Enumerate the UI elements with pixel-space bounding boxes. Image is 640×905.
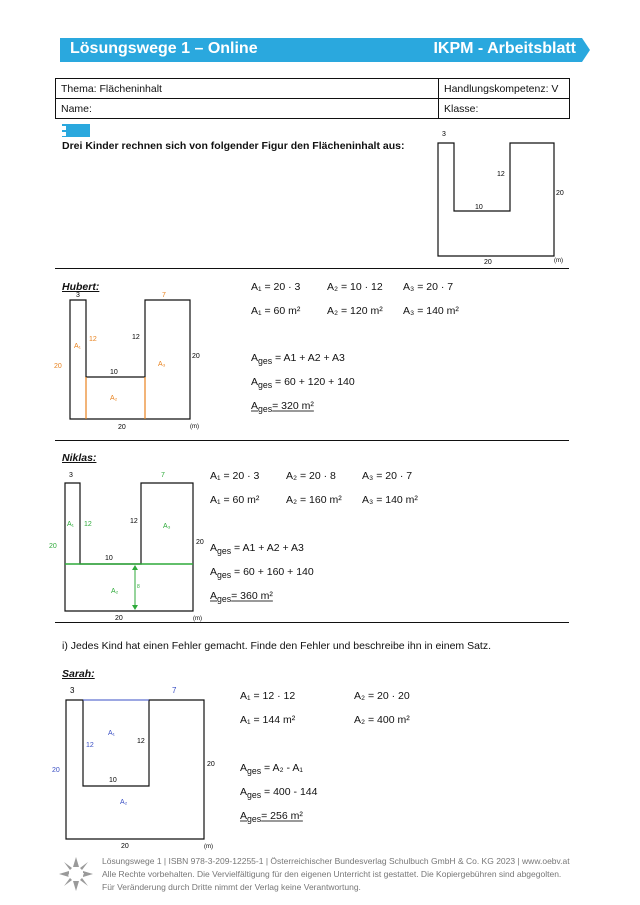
svg-text:3: 3	[69, 472, 73, 479]
intro-text: Drei Kinder rechnen sich von folgender Figur den Flächeninhalt aus:	[62, 140, 405, 152]
svg-text:8: 8	[137, 584, 140, 590]
svg-text:12: 12	[137, 738, 145, 745]
svg-text:12: 12	[84, 521, 92, 528]
sarah-a2-formula: A₂ = 20 · 20	[354, 690, 410, 702]
svg-text:7: 7	[172, 686, 177, 695]
svg-text:3: 3	[70, 686, 75, 695]
footer-line-2: Alle Rechte vorbehalten. Die Vervielfältigung für den eigenen Unterricht ist gestattet. Die Kopiergebühren sind abgegolten.	[102, 869, 562, 879]
svg-text:10: 10	[109, 777, 117, 784]
hubert-ages-result: $A_{ges}= 320$ m²	[251, 400, 314, 415]
niklas-title: Niklas:	[62, 452, 97, 464]
svg-text:öbv: öbv	[67, 870, 85, 880]
footer	[102, 855, 602, 894]
title-banner	[60, 38, 582, 62]
svg-text:20: 20	[54, 363, 62, 370]
svg-text:20: 20	[52, 767, 60, 774]
svg-text:20: 20	[484, 259, 492, 266]
niklas-a1-formula: A₁ = 20 · 3	[210, 470, 260, 482]
hubert-a3-formula: A₃ = 20 · 7	[403, 281, 454, 293]
svg-text:A₁: A₁	[108, 730, 116, 737]
intro-figure	[430, 128, 570, 268]
divider	[55, 622, 569, 623]
niklas-a3-formula: A₃ = 20 · 7	[362, 470, 413, 482]
svg-text:20: 20	[115, 615, 123, 622]
divider	[55, 268, 569, 269]
sarah-ages-diff: $A_{ges} = A_2 - A_1$	[240, 762, 303, 777]
hubert-a3-result: A₃ = 140 m²	[403, 305, 459, 317]
svg-text:20: 20	[192, 353, 200, 360]
niklas-ages-result: $A_{ges}= 360$ m²	[210, 590, 273, 605]
niklas-figure	[45, 466, 215, 624]
topic-cell: Thema: Flächeninhalt	[56, 79, 439, 99]
task-text: i) Jedes Kind hat einen Fehler gemacht. Finde den Fehler und beschreibe ihn in einem Satz.	[62, 640, 492, 652]
svg-text:12: 12	[130, 518, 138, 525]
svg-text:12: 12	[132, 334, 140, 341]
hubert-figure	[50, 288, 220, 433]
class-cell[interactable]: Klasse:	[439, 99, 570, 119]
svg-text:20: 20	[196, 539, 204, 546]
task-tag-icon	[62, 124, 90, 137]
svg-text:A₂: A₂	[120, 799, 128, 806]
niklas-a3-result: A₃ = 140 m²	[362, 494, 418, 506]
svg-text:A₂: A₂	[111, 588, 119, 595]
svg-text:(m): (m)	[190, 424, 199, 430]
hubert-a1-formula: A₁ = 20 · 3	[251, 281, 301, 293]
svg-text:(m): (m)	[193, 616, 202, 622]
name-cell[interactable]: Name:	[56, 99, 439, 119]
footer-line-1: Lösungswege 1 | ISBN 978-3-209-12255-1 | Österreichischer Bundesverlag Schulbuch GmbH & Co. KG 2023 | www.oebv.at	[102, 856, 570, 866]
footer-line-3: Für Veränderung durch Dritte nimmt der Verlag keine Verantwortung.	[102, 882, 361, 892]
svg-text:12: 12	[89, 336, 97, 343]
hubert-a2-result: A₂ = 120 m²	[327, 305, 383, 317]
sarah-ages-values: $A_{ges} = 400 - 144$	[240, 786, 318, 801]
niklas-ages-sum: $A_{ges} = A1 + A2 + A3$	[210, 542, 304, 557]
niklas-a2-formula: A₂ = 20 · 8	[286, 470, 336, 482]
hubert-ages-values: $A_{ges} = 60 + 120 + 140$	[251, 376, 355, 391]
svg-text:7: 7	[161, 472, 165, 479]
svg-text:20: 20	[207, 761, 215, 768]
header-table	[55, 78, 570, 119]
svg-text:20: 20	[556, 190, 564, 197]
divider	[55, 440, 569, 441]
competence-cell: Handlungskompetenz: V	[439, 79, 570, 99]
svg-text:3: 3	[442, 131, 446, 138]
hubert-ages-sum: $A_{ges} = A1 + A2 + A3$	[251, 352, 345, 367]
svg-text:10: 10	[105, 555, 113, 562]
sarah-figure	[48, 682, 228, 850]
svg-text:A₂: A₂	[110, 395, 118, 402]
svg-text:A₁: A₁	[67, 521, 75, 528]
oebv-logo	[58, 856, 94, 892]
niklas-ages-values: $A_{ges} = 60 + 160 + 140$	[210, 566, 314, 581]
hubert-a2-formula: A₂ = 10 · 12	[327, 281, 383, 293]
svg-text:12: 12	[86, 742, 94, 749]
sarah-a1-formula: A₁ = 12 · 12	[240, 690, 296, 702]
svg-text:12: 12	[497, 171, 505, 178]
hubert-a1-result: A₁ = 60 m²	[251, 305, 301, 317]
svg-text:20: 20	[118, 424, 126, 431]
svg-text:20: 20	[49, 543, 57, 550]
banner-left-title: Lösungswege 1 – Online	[70, 40, 258, 57]
banner-arrow	[582, 38, 590, 62]
sarah-title: Sarah:	[62, 668, 95, 680]
niklas-a2-result: A₂ = 160 m²	[286, 494, 342, 506]
hubert-title: Hubert:	[62, 281, 100, 293]
svg-text:10: 10	[475, 204, 483, 211]
svg-text:(m): (m)	[554, 258, 563, 264]
sarah-a2-result: A₂ = 400 m²	[354, 714, 410, 726]
sarah-ages-result: $A_{ges}= 256$ m²	[240, 810, 303, 825]
svg-text:A₁: A₁	[74, 343, 82, 350]
svg-text:(m): (m)	[204, 844, 213, 850]
svg-text:7: 7	[162, 292, 166, 299]
banner-right-title: IKPM - Arbeitsblatt	[433, 40, 576, 57]
svg-text:20: 20	[121, 843, 129, 850]
niklas-a1-result: A₁ = 60 m²	[210, 494, 260, 506]
svg-text:10: 10	[110, 369, 118, 376]
sarah-a1-result: A₁ = 144 m²	[240, 714, 296, 726]
svg-text:A₃: A₃	[158, 361, 166, 368]
svg-text:A₃: A₃	[163, 523, 171, 530]
svg-text:3: 3	[76, 292, 80, 299]
